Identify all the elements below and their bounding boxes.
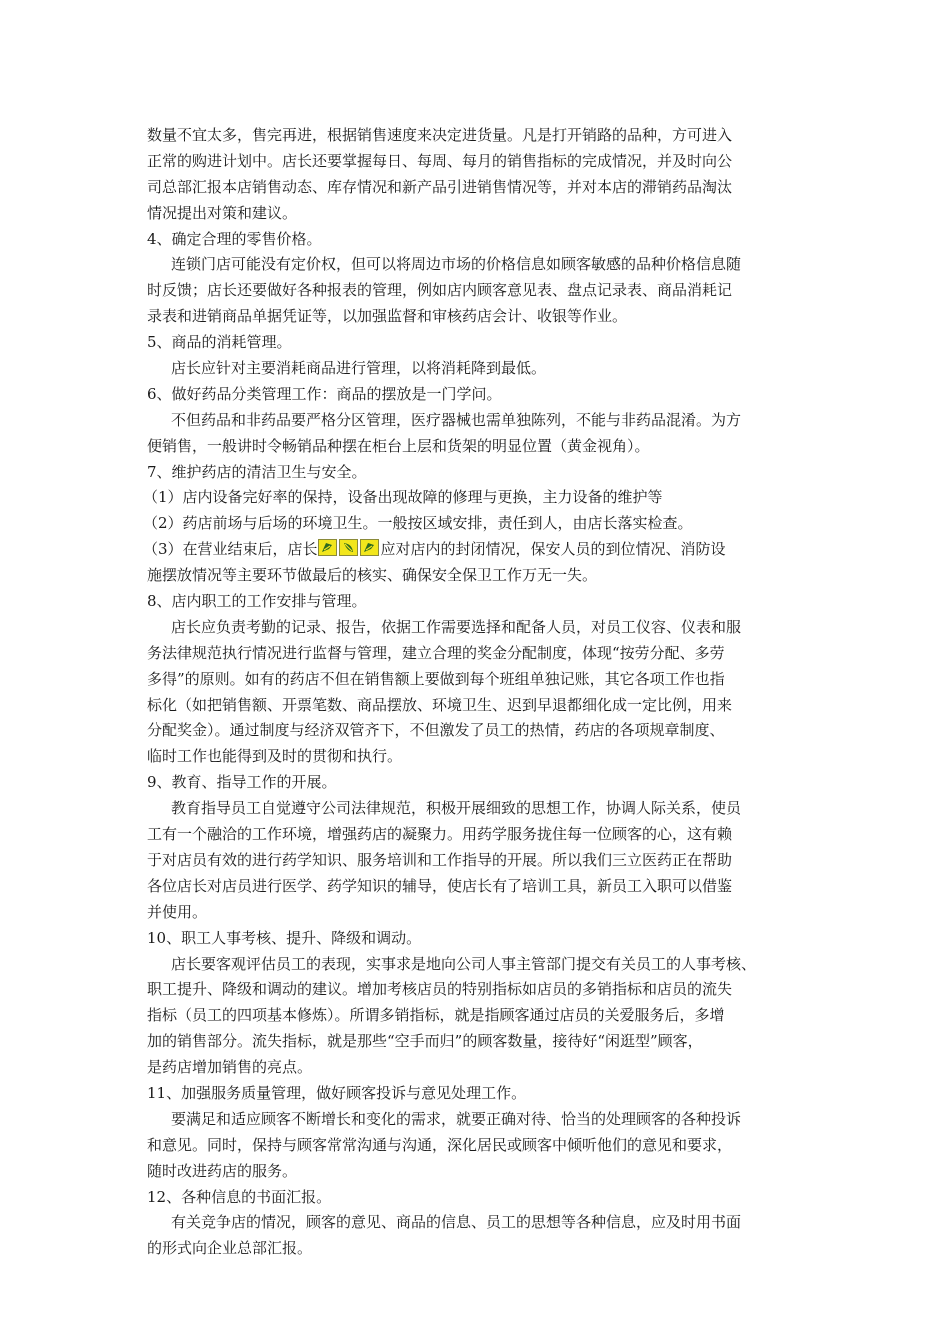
text-line: 职工提升、降级和调动的建议。增加考核店员的特别指标如店员的多销指标和店员的流失	[147, 980, 733, 999]
text-line: 多得”的原则。如有的药店不但在销售额上要做到每个班组单独记账，其它各项工作也指	[147, 669, 725, 688]
text-line: 临时工作也能得到及时的贯彻和执行。	[147, 747, 403, 766]
text-line: 时反馈；店长还要做好各种报表的管理，例如店内顾客意见表、盘点记录表、商品消耗记	[147, 281, 733, 300]
text-line: 要满足和适应顾客不断增长和变化的需求，就要正确对待、恰当的处理顾客的各种投诉	[171, 1109, 742, 1128]
text-line: 施摆放情况等主要环节做最后的核实、确保安全保卫工作万无一失。	[147, 566, 598, 585]
inline-icon-strip	[318, 539, 381, 558]
text-line: 并使用。	[147, 902, 208, 921]
text-line: 店长应针对主要消耗商品进行管理，以将消耗降到最低。	[171, 359, 547, 378]
list-item	[143, 537, 827, 563]
leaf-icon	[318, 539, 337, 556]
document-body	[143, 123, 827, 1262]
text-line: 情况提出对策和建议。	[147, 203, 298, 222]
section-heading: 6、做好药品分类管理工作：商品的摆放是一门学问。	[147, 384, 502, 403]
text-line: 于对店员有效的进行药学知识、服务培训和工作指导的开展。所以我们三立医药正在帮助	[147, 850, 733, 869]
text-line: 是药店增加销售的亮点。	[147, 1058, 313, 1077]
text-line: 务法律规范执行情况进行监督与管理，建立合理的奖金分配制度，体现“按劳分配、多劳	[147, 643, 725, 662]
text-line: 店长应负责考勤的记录、报告，依据工作需要选择和配备人员，对员工仪容、仪表和服	[171, 617, 742, 636]
section-heading: 5、商品的消耗管理。	[147, 333, 292, 352]
section-heading: 9、教育、指导工作的开展。	[147, 773, 337, 792]
section-heading: 7、维护药店的清洁卫生与安全。	[147, 462, 367, 481]
text-line: 工有一个融洽的工作环境，增强药店的凝聚力。用药学服务拢住每一位顾客的心，这有赖	[147, 825, 733, 844]
text-line: 各位店长对店员进行医学、药学知识的辅导，使店长有了培训工具，新员工入职可以借鉴	[147, 876, 733, 895]
section-heading: 12、各种信息的书面汇报。	[147, 1187, 332, 1206]
text-line: 不但药品和非药品要严格分区管理，医疗器械也需单独陈列，不能与非药品混淆。为方	[171, 410, 742, 429]
leaf-icon	[360, 539, 379, 556]
text-line: 数量不宜太多，售完再进，根据销售速度来决定进货量。凡是打开销路的品种，方可进入	[147, 126, 733, 144]
section-heading: 11、加强服务质量管理，做好顾客投诉与意见处理工作。	[147, 1083, 527, 1102]
text-segment: 应对店内的封闭情况，保安人员的到位情况、消防设	[380, 540, 726, 559]
text-line: 便销售，一般讲时令畅销品种摆在柜台上层和货架的明显位置（黄金视角）。	[147, 436, 650, 455]
text-line: 标化（如把销售额、开票笔数、商品摆放、环境卫生、迟到早退都细化成一定比例，用来	[147, 695, 733, 714]
section-heading: 4、确定合理的零售价格。	[147, 229, 322, 248]
leaf-icon	[339, 539, 358, 556]
text-line: 随时改进药店的服务。	[147, 1161, 298, 1180]
text-line: 正常的购进计划中。店长还要掌握每日、每周、每月的销售指标的完成情况，并及时向公	[147, 151, 733, 170]
text-line: 司总部汇报本店销售动态、库存情况和新产品引进销售情况等，并对本店的滞销药品淘汰	[147, 177, 733, 196]
section-heading: 8、店内职工的工作安排与管理。	[147, 592, 367, 611]
list-item: （1）店内设备完好率的保持，设备出现故障的修理与更换，主力设备的维护等	[143, 488, 663, 507]
text-line: 教育指导员工自觉遵守公司法律规范，积极开展细致的思想工作，协调人际关系，使员	[171, 799, 742, 818]
list-item: （2）药店前场与后场的环境卫生。一般按区域安排，责任到人，由店长落实检查。	[143, 514, 693, 533]
text-line: 和意见。同时，保持与顾客常常沟通与沟通，深化居民或顾客中倾听他们的意见和要求，	[147, 1135, 733, 1154]
text-line: 的形式向企业总部汇报。	[147, 1239, 313, 1258]
text-line: 录表和进销商品单据凭证等，以加强监督和审核药店会计、收银等作业。	[147, 307, 628, 326]
section-heading: 10、职工人事考核、提升、降级和调动。	[147, 928, 422, 947]
text-line: 连锁门店可能没有定价权，但可以将周边市场的价格信息如顾客敏感的品种价格信息随	[171, 255, 742, 274]
text-line: 指标（员工的四项基本修炼）。所谓多销指标，就是指顾客通过店员的关爱服务后，多增	[147, 1006, 725, 1025]
text-line: 店长要客观评估员工的表现，实事求是地向公司人事主管部门提交有关员工的人事考核、	[171, 954, 757, 973]
text-segment: （3）在营业结束后，店长	[143, 540, 318, 559]
text-line: 加的销售部分。流失指标，就是那些“空手而归”的顾客数量，接待好“闲逛型”顾客，	[147, 1032, 703, 1051]
text-line: 分配奖金）。通过制度与经济双管齐下，不但激发了员工的热情，药店的各项规章制度、	[147, 721, 725, 740]
text-line: 有关竞争店的情况，顾客的意见、商品的信息、员工的思想等各种信息，应及时用书面	[171, 1213, 742, 1232]
